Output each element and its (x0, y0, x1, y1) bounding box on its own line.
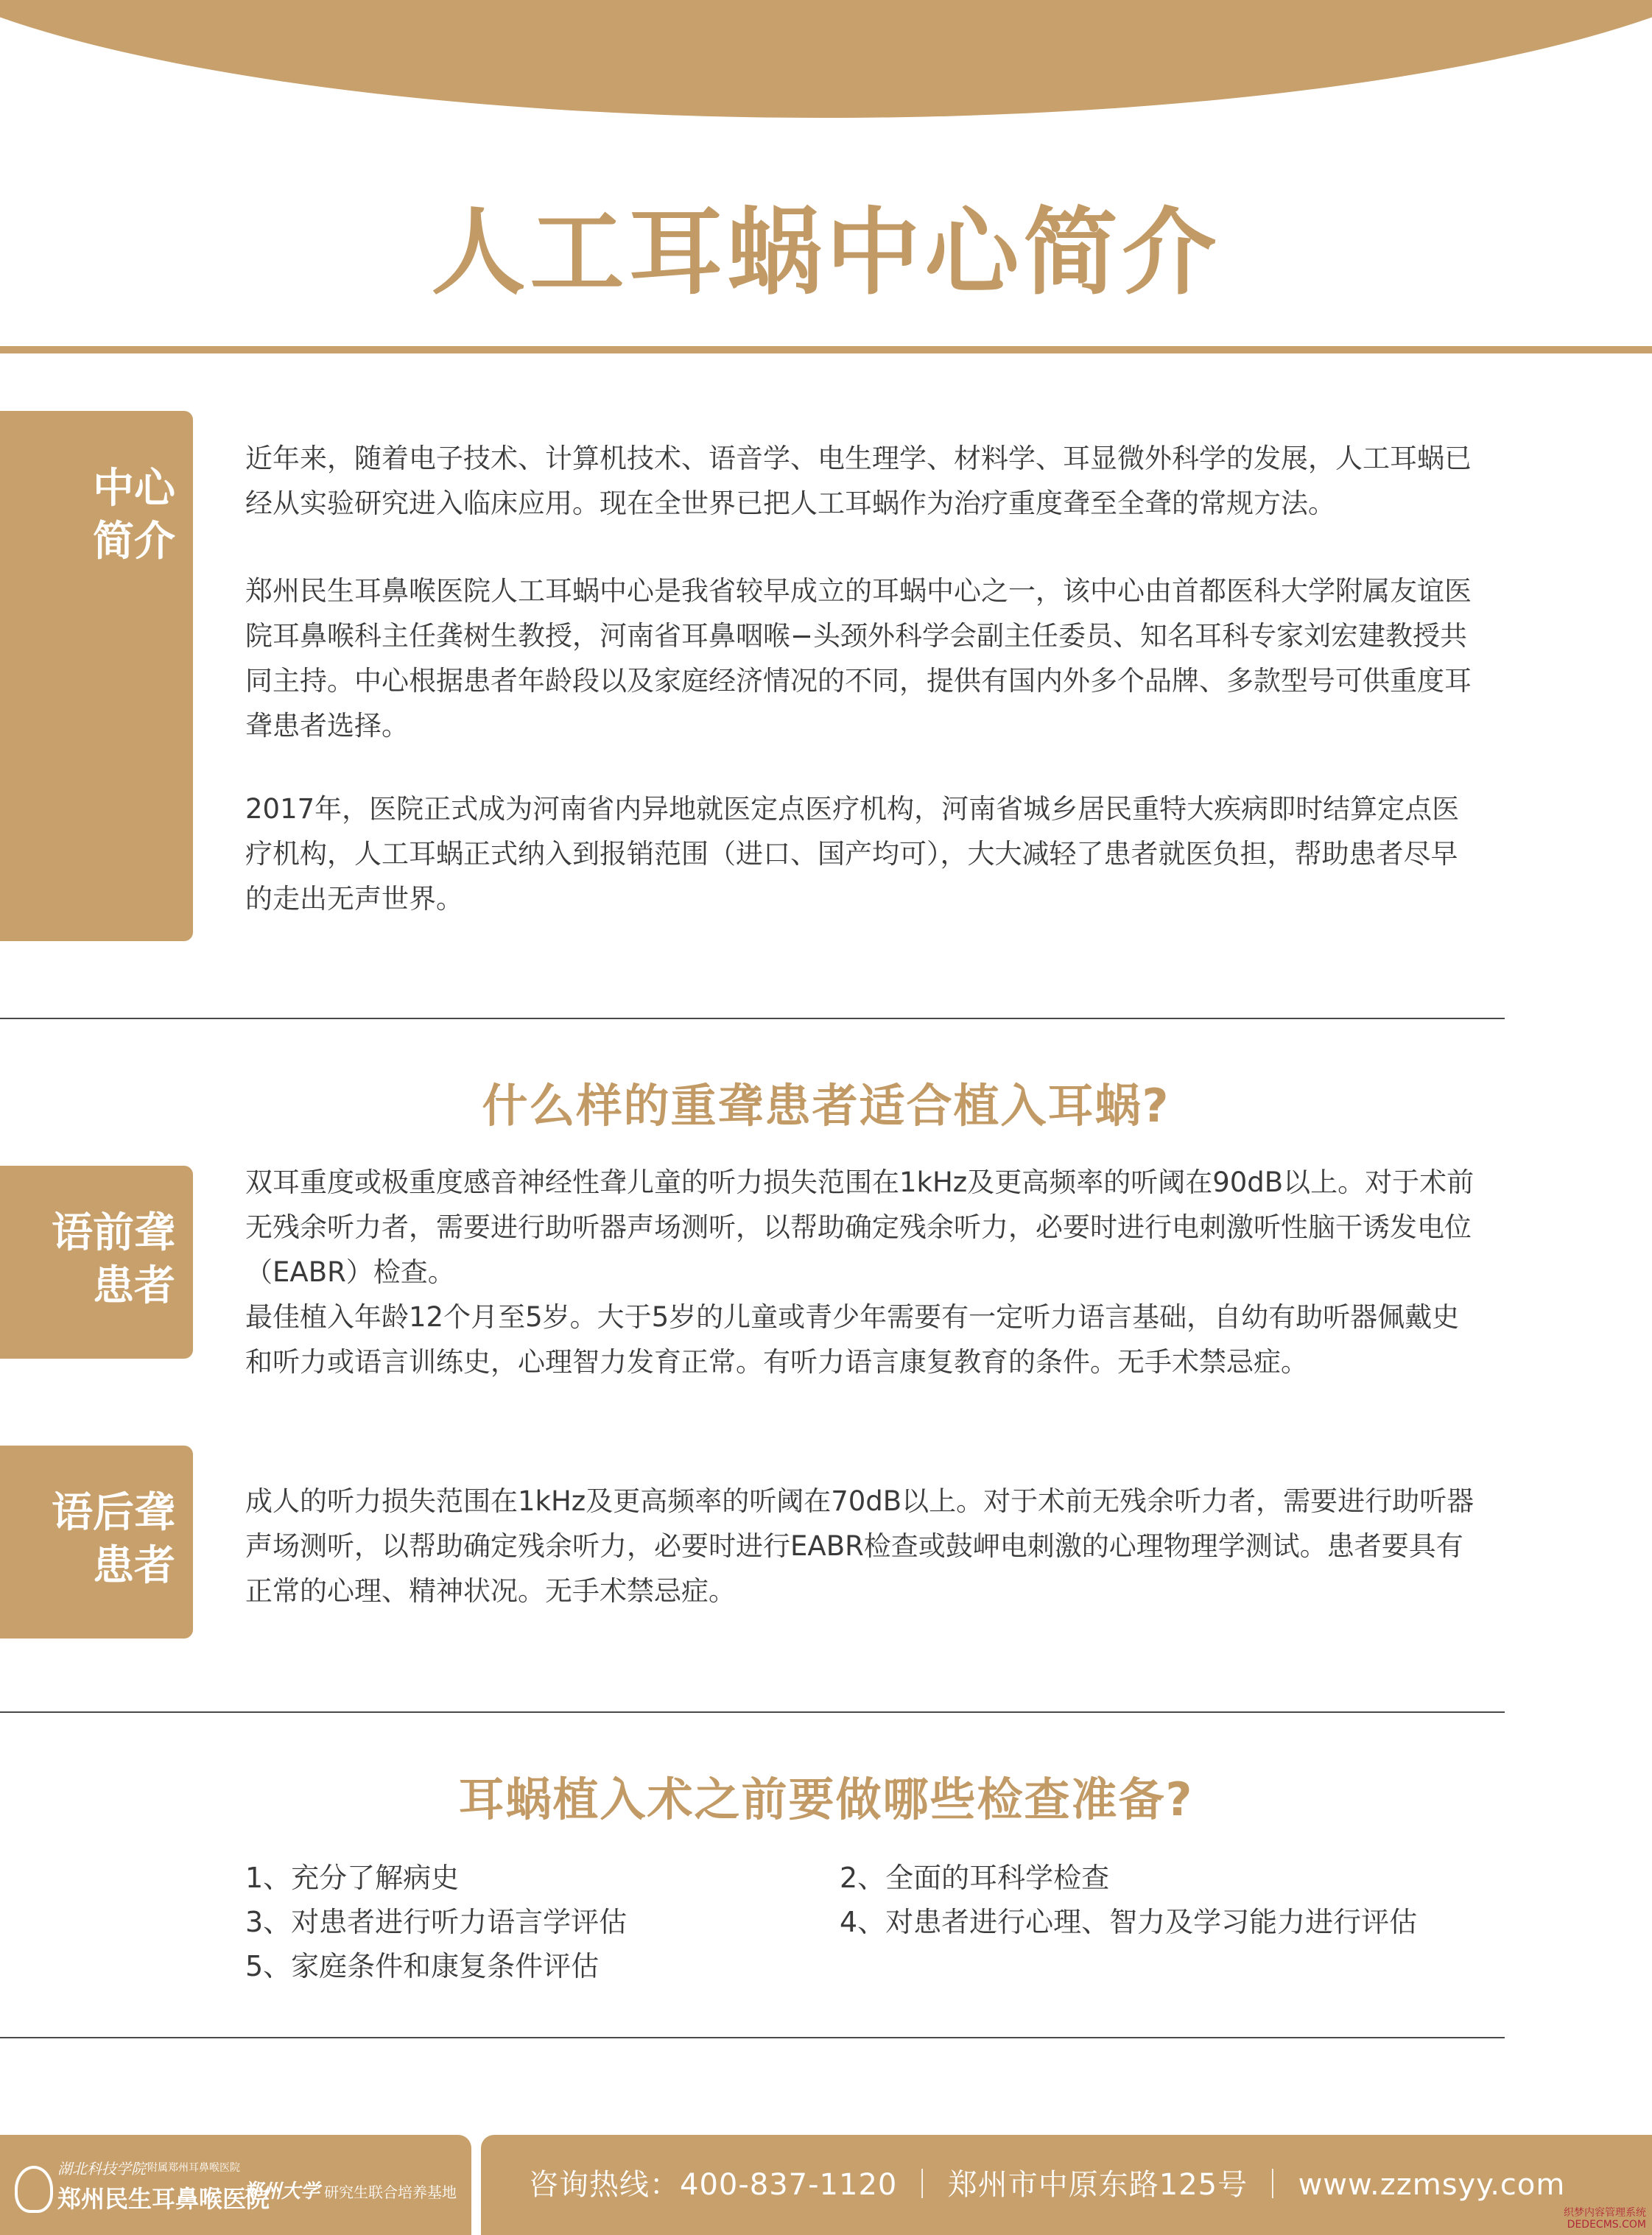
intro-paragraph-3: 2017年，医院正式成为河南省内异地就医定点医疗机构，河南省城乡居民重特大疾病即时结算定点医疗机构，人工耳蜗正式纳入到报销范围（进口、国产均可），大大减轻了患者就医负担，帮助患者尽早的走出无声世界。 (245, 793, 1460, 915)
postlingual-tab-line2: 患者 (93, 1542, 175, 1590)
page-title: 人工耳蜗中心简介 (431, 198, 1221, 308)
watermark-line2: DEDECMS.COM (1567, 2219, 1646, 2231)
intro-tab-line2: 简介 (93, 518, 175, 566)
university-name: 郑州大学 (243, 2181, 320, 2203)
college-name: 湖北科技学院 (57, 2160, 146, 2178)
contact-info: 咨询热线：400-837-1120 ｜ 郑州市中原东路125号 ｜ www.zzmsyy.com (529, 2168, 1566, 2202)
intro-tab-line1: 中心 (93, 465, 175, 513)
college-note: 附属郑州耳鼻喉医院 (147, 2162, 240, 2174)
footer-contact-bar (481, 2135, 1652, 2235)
check-item: 1、充分了解病史 (245, 1862, 460, 1894)
prelingual-text-2: 最佳植入年龄12个月至5岁。大于5岁的儿童或青少年需要有一定听力语言基础，自幼有助听器佩戴史和听力或语言训练史，心理智力发育正常。有听力语言康复教育的条件。无手术禁忌症。 (245, 1301, 1460, 1378)
candidates-heading: 什么样的重聋患者适合植入耳蜗? (482, 1079, 1170, 1133)
section-divider (0, 2037, 1505, 2038)
intro-tab (0, 411, 193, 941)
postlingual-tab (0, 1446, 193, 1639)
intro-paragraph-2: 郑州民生耳鼻喉医院人工耳蜗中心是我省较早成立的耳蜗中心之一，该中心由首都医科大学附属友谊医院耳鼻喉科主任龚树生教授，河南省耳鼻咽喉−头颈外科学会副主任委员、知名耳科专家刘宏建教授共同主持。中心根据患者年龄段以及家庭经济情况的不同，提供有国内外多个品牌、多款型号可供重度耳聋患者选择。 (245, 575, 1472, 742)
check-item: 5、家庭条件和康复条件评估 (245, 1950, 600, 1982)
check-item: 2、全面的耳科学检查 (840, 1862, 1110, 1894)
section-divider (0, 1018, 1505, 1019)
check-item: 4、对患者进行心理、智力及学习能力进行评估 (840, 1906, 1418, 1938)
preparation-heading: 耳蜗植入术之前要做哪些检查准备? (458, 1773, 1194, 1826)
hospital-logo-icon (15, 2166, 53, 2213)
prelingual-tab-line1: 语前聋 (52, 1209, 175, 1257)
hospital-name: 郑州民生耳鼻喉医院 (57, 2185, 270, 2213)
header-arc-decoration (0, 0, 1652, 118)
university-note: 研究生联合培养基地 (324, 2183, 457, 2201)
title-divider (0, 346, 1652, 353)
prelingual-tab-line2: 患者 (93, 1262, 175, 1310)
check-item: 3、对患者进行听力语言学评估 (245, 1906, 628, 1938)
watermark-line1: 织梦内容管理系统 (1564, 2207, 1646, 2219)
postlingual-tab-line1: 语后聋 (52, 1489, 175, 1537)
footer-logos (0, 2135, 471, 2235)
intro-paragraph-1: 近年来，随着电子技术、计算机技术、语音学、电生理学、材料学、耳显微外科学的发展，人工耳蜗已经从实验研究进入临床应用。现在全世界已把人工耳蜗作为治疗重度聋至全聋的常规方法。 (245, 443, 1472, 519)
section-divider (0, 1711, 1505, 1713)
prelingual-tab (0, 1166, 193, 1359)
watermark (1564, 2207, 1646, 2231)
postlingual-text: 成人的听力损失范围在1kHz及更高频率的听阈在70dB以上。对于术前无残余听力者，需要进行助听器声场测听，以帮助确定残余听力，必要时进行EABR检查或鼓岬电刺激的心理物理学测试。患者要具有正常的心理、精神状况。无手术禁忌症。 (245, 1485, 1475, 1607)
prelingual-text-1: 双耳重度或极重度感音神经性聋儿童的听力损失范围在1kHz及更高频率的听阈在90dB以上。对于术前无残余听力者，需要进行助听器声场测听，以帮助确定残余听力，必要时进行电刺激听性脑干诱发电位（EABR）检查。 (245, 1166, 1475, 1288)
